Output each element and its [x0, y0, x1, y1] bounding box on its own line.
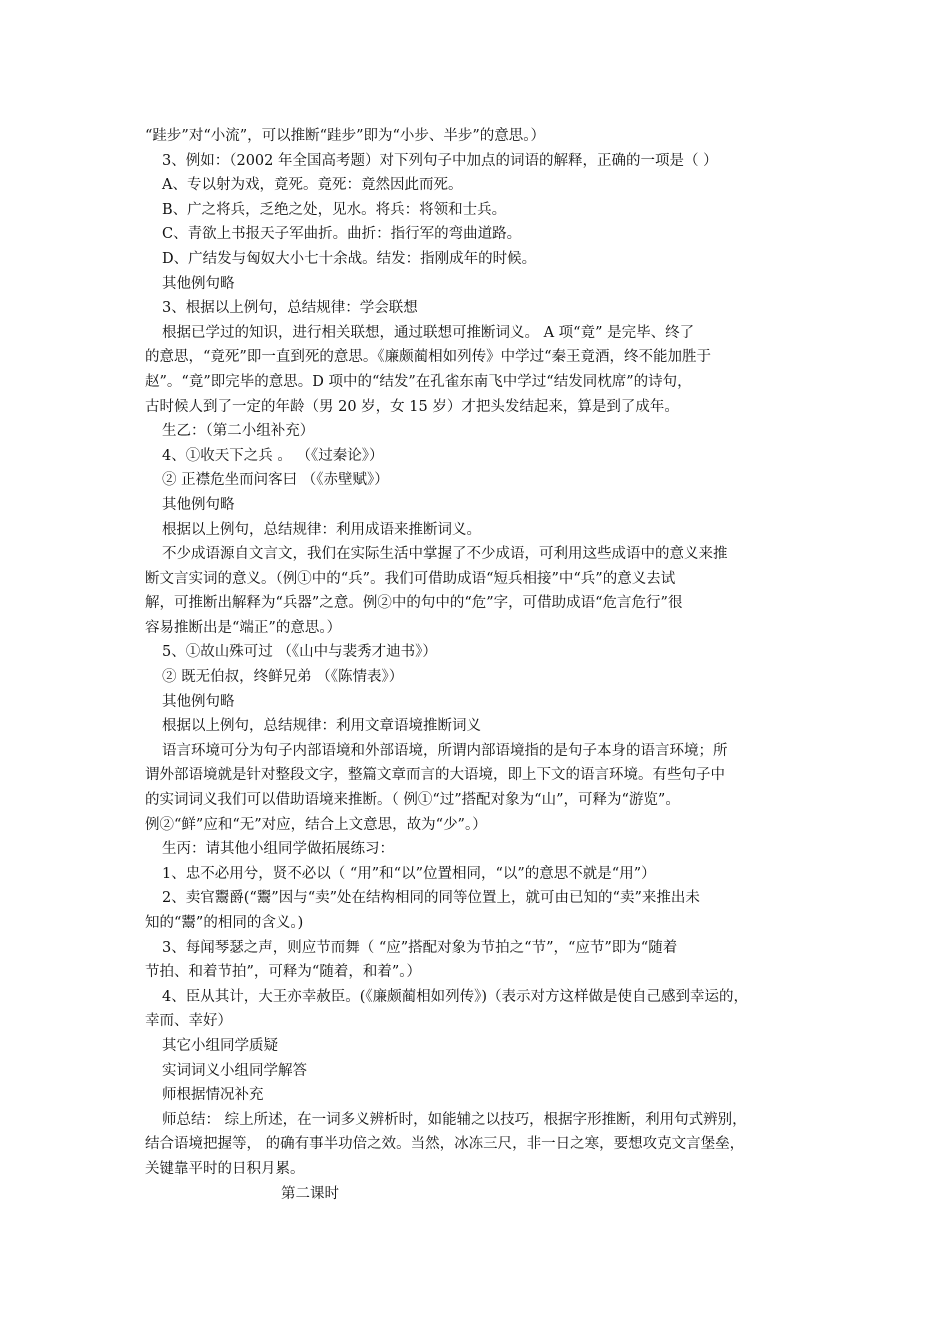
- text-line: 根据已学过的知识，进行相关联想，通过联想可推断词义。 A 项“竟” 是完毕、终了: [162, 324, 695, 341]
- text-line: 语言环境可分为句子内部语境和外部语境，所谓内部语境指的是句子本身的语言环境；所: [162, 742, 728, 759]
- text-line: 结合语境把握等， 的确有事半功倍之效。当然，冰冻三尺，非一日之寒，要想攻克文言堡垒，: [145, 1136, 745, 1153]
- option-a: A、专以射为戏，竟死。竟死：竟然因此而死。: [162, 177, 463, 194]
- text-line: 节拍、和着节拍”，可释为“随着，和着”。）: [145, 964, 421, 981]
- text-line: 其它小组同学质疑: [162, 1037, 278, 1054]
- exercise-line: 2、卖官鬻爵(“鬻”因与“卖”处在结构相同的同等位置上，就可由已知的“卖”来推出未: [162, 890, 700, 907]
- text-line: 知的“鬻”的相同的含义。): [145, 915, 304, 931]
- example-line: 5、①故山殊可过 （《山中与裴秀才迪书》）: [162, 644, 437, 661]
- text-line: 断文言实词的意义。（例①中的“兵”。我们可借助成语“短兵相接”中“兵”的意义去试: [145, 570, 676, 587]
- text-line: 解，可推断出解释为“兵器”之意。例②中的句中的“危”字，可借助成语“危言危行”很: [145, 595, 683, 612]
- speaker-line: 生丙：请其他小组同学做拓展练习：: [162, 841, 394, 858]
- question-3-line: 3、例如：（2002 年全国高考题）对下列句子中加点的词语的解释，正确的一项是（ ）: [162, 152, 718, 169]
- lesson-heading: 第二课时: [281, 1185, 339, 1202]
- text-line: 师根据情况补充: [162, 1087, 264, 1104]
- rule-heading: 根据以上例句，总结规律：利用文章语境推断词义: [162, 718, 481, 735]
- text-line: 关键靠平时的日积月累。: [145, 1160, 305, 1177]
- option-b: B、广之将兵，乏绝之处，见水。将兵：将领和士兵。: [162, 201, 507, 218]
- text-line: “跬步”对“小流”，可以推断“跬步”即为“小步、半步”的意思。）: [145, 128, 546, 144]
- text-line: 的实词词义我们可以借助语境来推断。（ 例①“过”搭配对象为“山”，可释为“游览”。: [145, 792, 680, 809]
- example-line: ② 既无伯叔，终鲜兄弟 （《陈情表》）: [162, 669, 404, 686]
- text-line: 容易推断出是“端正”的意思。）: [145, 619, 342, 636]
- option-c: C、青欲上书报天子军曲折。曲折：指行军的弯曲道路。: [162, 226, 522, 243]
- text-line: 幸而、幸好）: [145, 1013, 232, 1030]
- document-body: [145, 124, 813, 1206]
- rule-heading: 根据以上例句，总结规律：利用成语来推断词义。: [162, 521, 481, 538]
- option-d: D、广结发与匈奴大小七十余战。结发：指刚成年的时候。: [162, 250, 537, 267]
- text-line: 的意思，“竟死”即一直到死的意思。《廉颇蔺相如列传》中学过“秦王竟酒，终不能加胜于: [145, 349, 711, 366]
- rule-heading: 3、根据以上例句，总结规律：学会联想: [162, 300, 418, 317]
- example-line: ② 正襟危坐而问客曰 （《赤壁赋》）: [162, 472, 389, 489]
- exercise-line: 3、每闻琴瑟之声，则应节而舞（ “应”搭配对象为节拍之“节”，“应节”即为“随着: [162, 939, 678, 956]
- exercise-line: 4、臣从其计，大王亦幸赦臣。(《廉颇蔺相如列传》)（表示对方这样做是使自己感到幸运的，: [162, 988, 749, 1005]
- text-line: 实词词义小组同学解答: [162, 1062, 307, 1079]
- summary-line: 师总结： 综上所述，在一词多义辨析时，如能辅之以技巧，根据字形推断，利用句式辨别，: [162, 1111, 747, 1128]
- text-line: 谓外部语境就是针对整段文字，整篇文章而言的大语境，即上下文的语言环境。有些句子中: [145, 767, 725, 784]
- example-line: 4、①收天下之兵 。 （《过秦论》）: [162, 447, 384, 464]
- text-line: 其他例句略: [162, 275, 235, 292]
- text-line: 例②“鲜”应和“无”对应，结合上文意思，故为“少”。）: [145, 816, 487, 833]
- exercise-line: 1、忠不必用兮，贤不必以（ “用”和“以”位置相同，“以”的意思不就是“用”）: [162, 865, 656, 882]
- text-line: 其他例句略: [162, 496, 235, 513]
- text-line: 不少成语源自文言文，我们在实际生活中掌握了不少成语，可利用这些成语中的意义来推: [162, 546, 728, 563]
- speaker-line: 生乙：（第二小组补充）: [162, 423, 315, 440]
- text-line: 古时候人到了一定的年龄（男 20 岁，女 15 岁）才把头发结起来，算是到了成年。: [145, 398, 679, 415]
- text-line: 赵”。“竟”即完毕的意思。D 项中的“结发”在孔雀东南飞中学过“结发同枕席”的诗句，: [145, 373, 692, 390]
- text-line: 其他例句略: [162, 693, 235, 710]
